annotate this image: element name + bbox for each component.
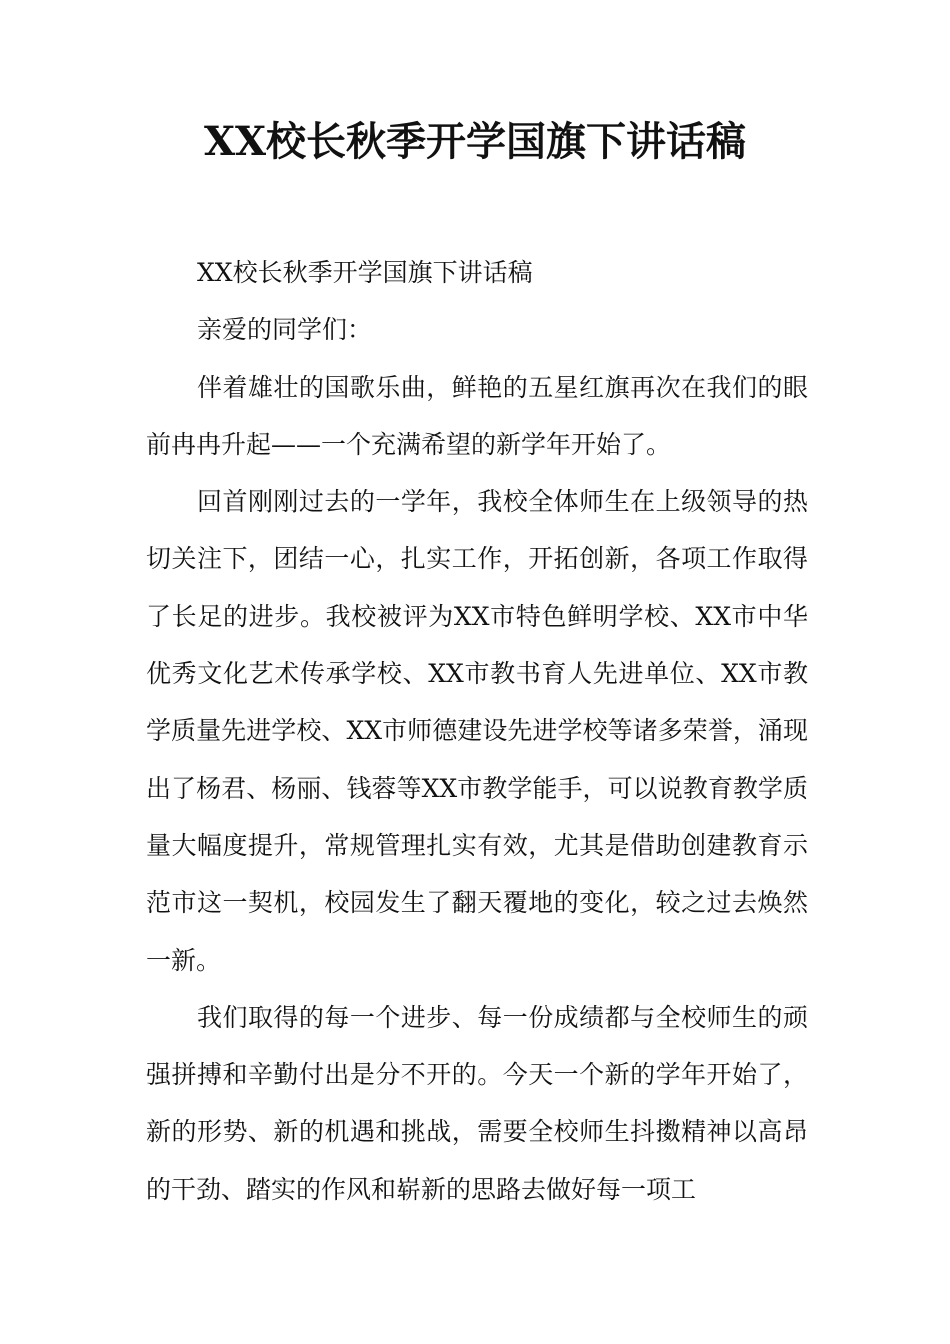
paragraph-salutation: 亲爱的同学们： xyxy=(197,315,373,345)
paragraph-subtitle: XX校长秋季开学国旗下讲话稿 xyxy=(197,258,533,287)
document-body xyxy=(146,244,808,1218)
paragraph-new-year: 我们取得的每一个进步、每一份成绩都与全校师生的顽强拼搏和辛勤付出是分不开的。今天一个新的学年开始了，新的形势、新的机遇和挑战，需要全校师生抖擞精神以高昂的干劲、踏实的作风和崭新的思路去做好每一项工 xyxy=(146,1002,808,1204)
paragraph-review: 回首刚刚过去的一学年，我校全体师生在上级领导的热切关注下，团结一心，扎实工作，开拓创新，各项工作取得了长足的进步。我校被评为XX市特色鲜明学校、XX市中华优秀文化艺术传承学校、XX市教书育人先进单位、XX市教学质量先进学校、XX市师德建设先进学校等诸多荣誉，涌现出了杨君、杨丽、钱蓉等XX市教学能手，可以说教育教学质量大幅度提升，常规管理扎实有效，尤其是借助创建教育示范市这一契机，校园发生了翻天覆地的变化，较之过去焕然一新。 xyxy=(146,487,808,975)
paragraph-opening: 伴着雄壮的国歌乐曲，鲜艳的五星红旗再次在我们的眼前冉冉升起——一个充满希望的新学年开始了。 xyxy=(146,372,808,459)
document-title: XX校长秋季开学国旗下讲话稿 xyxy=(203,118,747,165)
